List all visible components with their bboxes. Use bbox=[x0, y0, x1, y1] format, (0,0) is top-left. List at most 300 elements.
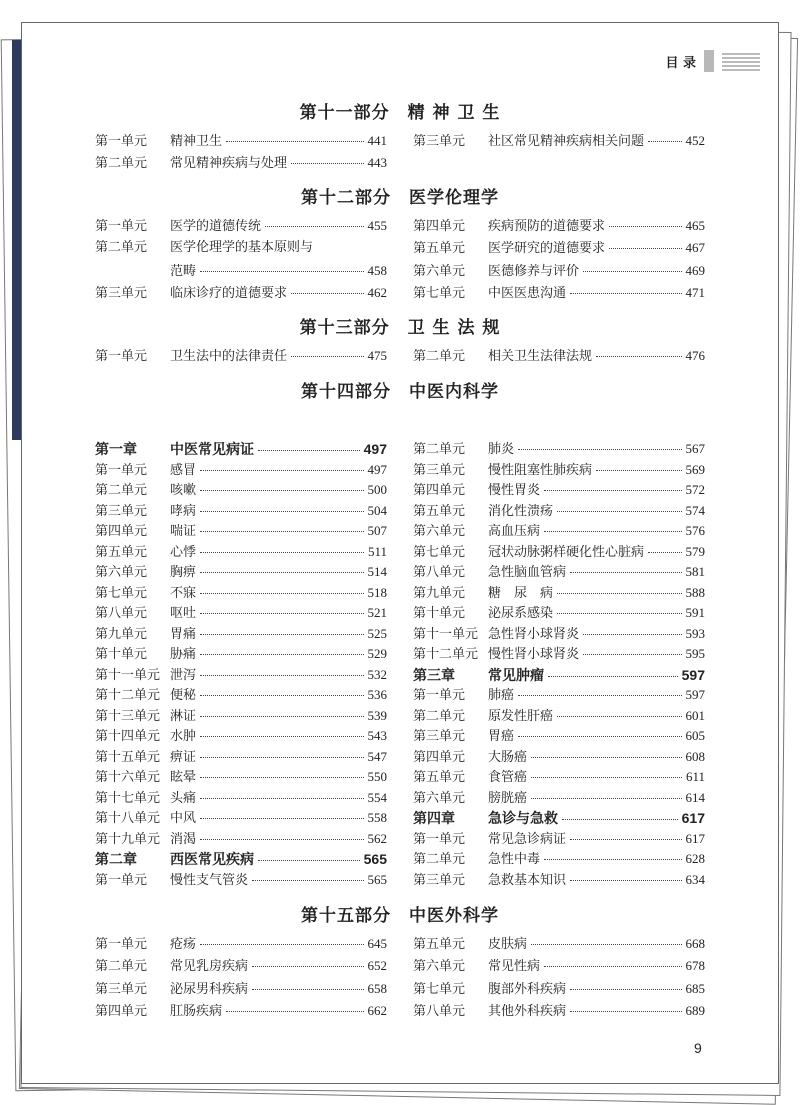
dot-leader bbox=[200, 798, 363, 799]
part-heading: 第十二部分 医学伦理学 bbox=[301, 188, 499, 208]
toc-entry[interactable] bbox=[95, 726, 387, 747]
toc-entry[interactable] bbox=[413, 644, 705, 665]
entry-page: 554 bbox=[367, 789, 387, 805]
toc-entry[interactable] bbox=[95, 583, 387, 604]
entry-label: 第四单元 bbox=[413, 749, 466, 765]
entry-title: 水肿 bbox=[170, 729, 197, 744]
entry-page: 569 bbox=[685, 461, 705, 477]
entry-label: 第一单元 bbox=[95, 937, 148, 952]
dot-leader bbox=[200, 736, 363, 737]
toc-entry[interactable] bbox=[95, 460, 387, 481]
entry-title: 慢性肾小球肾炎 bbox=[488, 647, 580, 662]
entry-title: 急性中毒 bbox=[488, 852, 541, 867]
toc-entry[interactable] bbox=[413, 956, 705, 978]
header-lines-decoration bbox=[722, 51, 760, 71]
toc-entry[interactable] bbox=[95, 624, 387, 645]
toc-entry[interactable] bbox=[413, 283, 705, 305]
entry-title: 喘证 bbox=[170, 524, 197, 539]
entry-page: 539 bbox=[367, 707, 387, 723]
dot-leader bbox=[200, 271, 363, 272]
toc-entry[interactable] bbox=[95, 767, 387, 788]
toc-entry[interactable] bbox=[95, 870, 387, 891]
entry-label: 第二单元 bbox=[95, 483, 148, 498]
entry-page: 581 bbox=[685, 564, 705, 579]
entry-label: 第六单元 bbox=[413, 524, 466, 539]
entry-title: 常见急诊病证 bbox=[488, 831, 567, 847]
entry-title: 慢性支气管炎 bbox=[170, 872, 249, 888]
dot-leader bbox=[557, 511, 681, 512]
entry-title: 高血压病 bbox=[488, 524, 541, 539]
dot-leader bbox=[531, 757, 681, 758]
dot-leader bbox=[226, 1011, 363, 1012]
entry-page: 658 bbox=[367, 980, 387, 996]
entry-page: 597 bbox=[681, 666, 705, 683]
entry-page: 572 bbox=[685, 482, 705, 497]
entry-page: 476 bbox=[685, 348, 705, 363]
entry-label: 第四单元 bbox=[95, 1003, 148, 1019]
entry-label: 第十二单元 bbox=[413, 647, 479, 662]
right-column bbox=[413, 216, 705, 305]
dot-leader bbox=[518, 736, 681, 737]
entry-page: 588 bbox=[685, 584, 705, 600]
entry-title: 慢性胃炎 bbox=[488, 483, 541, 498]
dot-leader bbox=[200, 654, 363, 655]
entry-title: 社区常见精神疾病相关问题 bbox=[488, 134, 645, 149]
entry-page: 462 bbox=[367, 284, 387, 300]
entry-title: 精神卫生 bbox=[170, 134, 223, 149]
dot-leader bbox=[200, 818, 363, 819]
entry-page: 597 bbox=[685, 687, 705, 702]
entry-page: 458 bbox=[367, 262, 387, 278]
entry-page: 529 bbox=[367, 646, 387, 661]
entry-label: 第十一单元 bbox=[413, 626, 479, 642]
entry-page: 536 bbox=[367, 687, 387, 702]
entry-page: 595 bbox=[685, 646, 705, 661]
entry-label: 第一单元 bbox=[95, 134, 148, 149]
toc-entry[interactable] bbox=[95, 706, 387, 727]
entry-page: 565 bbox=[363, 851, 387, 867]
entry-label: 第七单元 bbox=[413, 285, 466, 301]
entry-title: 肺炎 bbox=[488, 442, 515, 457]
toc-entry[interactable] bbox=[413, 829, 705, 850]
entry-label: 第二单元 bbox=[413, 852, 466, 867]
toc-entry[interactable] bbox=[95, 665, 387, 686]
entry-label: 第二单元 bbox=[95, 240, 148, 256]
toc-entry[interactable] bbox=[413, 624, 705, 645]
entry-page: 507 bbox=[367, 523, 387, 538]
toc-entry[interactable] bbox=[95, 521, 387, 542]
entry-page: 567 bbox=[685, 441, 705, 456]
entry-title: 疾病预防的道德要求 bbox=[488, 219, 606, 234]
entry-label: 第二章 bbox=[95, 852, 137, 868]
entry-title: 感冒 bbox=[170, 462, 197, 478]
dot-leader bbox=[200, 613, 363, 614]
entry-page: 617 bbox=[685, 830, 705, 846]
dot-leader bbox=[609, 226, 681, 227]
part-heading: 第十五部分 中医外科学 bbox=[301, 906, 499, 926]
entry-page: 574 bbox=[685, 502, 705, 518]
entry-label: 第一单元 bbox=[413, 688, 466, 703]
entry-label: 第四单元 bbox=[413, 219, 466, 234]
entry-title: 中医常见病证 bbox=[170, 442, 254, 458]
entry-page: 685 bbox=[685, 980, 705, 996]
toc-entry[interactable] bbox=[413, 706, 705, 727]
dot-leader bbox=[200, 490, 363, 491]
toc-entry[interactable] bbox=[413, 238, 705, 260]
entry-page: 518 bbox=[367, 584, 387, 600]
dot-leader bbox=[570, 293, 681, 294]
entry-page: 504 bbox=[367, 502, 387, 518]
entry-page: 511 bbox=[367, 543, 387, 559]
left-column bbox=[95, 346, 387, 368]
toc-entry[interactable] bbox=[95, 603, 387, 624]
toc-entry[interactable] bbox=[95, 238, 387, 260]
entry-label: 第十二单元 bbox=[95, 688, 161, 703]
dot-leader bbox=[200, 716, 363, 717]
entry-title: 咳嗽 bbox=[170, 483, 197, 498]
chapter-entry[interactable] bbox=[95, 439, 387, 460]
entry-label: 第三章 bbox=[413, 667, 455, 684]
entry-page: 471 bbox=[685, 284, 705, 300]
entry-title: 西医常见疾病 bbox=[170, 852, 254, 868]
entry-label: 第五单元 bbox=[413, 937, 466, 952]
toc-entry[interactable] bbox=[413, 521, 705, 542]
entry-label: 第三单元 bbox=[413, 462, 466, 478]
toc-entry[interactable] bbox=[95, 261, 387, 283]
entry-label: 第九单元 bbox=[413, 585, 466, 601]
dot-leader bbox=[200, 572, 363, 573]
dot-leader bbox=[596, 470, 681, 471]
entry-page: 611 bbox=[685, 769, 705, 784]
entry-label: 第一单元 bbox=[95, 462, 148, 478]
toc-entry[interactable] bbox=[95, 956, 387, 978]
entry-title: 胁痛 bbox=[170, 647, 197, 662]
entry-label: 第三单元 bbox=[95, 981, 148, 997]
entry-title: 卫生法中的法律责任 bbox=[170, 349, 288, 364]
entry-label: 第三单元 bbox=[413, 134, 466, 149]
dot-leader bbox=[557, 613, 681, 614]
chapter-entry[interactable] bbox=[413, 808, 705, 829]
entry-label: 第四单元 bbox=[413, 483, 466, 498]
dot-leader bbox=[291, 356, 363, 357]
entry-page: 525 bbox=[367, 625, 387, 641]
entry-title: 肛肠疾病 bbox=[170, 1003, 223, 1019]
entry-label: 第十单元 bbox=[95, 647, 148, 662]
part-entries bbox=[95, 934, 705, 1023]
toc-entry[interactable] bbox=[413, 480, 705, 501]
dot-leader bbox=[557, 593, 681, 594]
toc-entry[interactable] bbox=[413, 131, 705, 153]
entry-title: 急性脑血管病 bbox=[488, 565, 567, 580]
toc-entry[interactable] bbox=[95, 131, 387, 153]
entry-title: 淋证 bbox=[170, 708, 197, 724]
entry-page: 601 bbox=[685, 707, 705, 723]
toc-entry[interactable] bbox=[413, 726, 705, 747]
toc-entry[interactable] bbox=[95, 501, 387, 522]
entry-page: 608 bbox=[685, 748, 705, 764]
left-column bbox=[95, 216, 387, 305]
dot-leader bbox=[570, 839, 681, 840]
dot-leader bbox=[200, 593, 363, 594]
dot-leader bbox=[544, 531, 681, 532]
dot-leader bbox=[518, 449, 681, 450]
dot-leader bbox=[226, 141, 363, 142]
entry-label: 第十九单元 bbox=[95, 831, 161, 847]
entry-label: 第八单元 bbox=[413, 565, 466, 580]
dot-leader bbox=[562, 819, 678, 820]
entry-label: 第六单元 bbox=[413, 263, 466, 279]
dot-leader bbox=[583, 634, 681, 635]
entry-label: 第一单元 bbox=[95, 349, 148, 364]
entry-title: 急诊与急救 bbox=[488, 811, 558, 827]
entry-title: 消渴 bbox=[170, 831, 197, 847]
entry-page: 558 bbox=[367, 810, 387, 825]
entry-title: 哮病 bbox=[170, 503, 197, 519]
toc-entry[interactable] bbox=[95, 283, 387, 305]
toc-entry[interactable] bbox=[413, 1001, 705, 1023]
entry-page: 634 bbox=[685, 871, 705, 887]
dot-leader bbox=[200, 675, 363, 676]
entry-title: 医德修养与评价 bbox=[488, 263, 580, 279]
entry-label: 第五单元 bbox=[413, 770, 466, 785]
dot-leader bbox=[265, 226, 363, 227]
entry-title: 其他外科疾病 bbox=[488, 1003, 567, 1019]
entry-title: 眩晕 bbox=[170, 770, 197, 785]
entry-title: 胃痛 bbox=[170, 626, 197, 642]
entry-title: 医学伦理学的基本原则与 bbox=[170, 240, 314, 256]
entry-label: 第十八单元 bbox=[95, 811, 161, 826]
right-column bbox=[413, 131, 705, 176]
left-column bbox=[95, 131, 387, 176]
toc-entry[interactable] bbox=[95, 562, 387, 583]
part-heading: 第十一部分 精 神 卫 生 bbox=[299, 103, 501, 123]
toc-entry[interactable] bbox=[413, 216, 705, 238]
entry-page: 593 bbox=[685, 625, 705, 641]
dot-leader bbox=[570, 1011, 681, 1012]
entry-page: 467 bbox=[685, 240, 705, 256]
entry-label: 第十单元 bbox=[413, 606, 466, 621]
dot-leader bbox=[200, 634, 363, 635]
toc-entry[interactable] bbox=[95, 542, 387, 563]
toc-entry[interactable] bbox=[413, 346, 705, 368]
toc-entry[interactable] bbox=[95, 979, 387, 1001]
entry-page: 652 bbox=[367, 958, 387, 974]
dot-leader bbox=[531, 777, 682, 778]
entry-page: 441 bbox=[367, 133, 387, 148]
toc-entry[interactable] bbox=[413, 934, 705, 956]
dot-leader bbox=[200, 511, 363, 512]
entry-label: 第七单元 bbox=[413, 981, 466, 997]
right-column bbox=[413, 346, 705, 368]
part-entries bbox=[95, 216, 705, 305]
entry-page: 617 bbox=[681, 810, 705, 826]
entry-page: 579 bbox=[685, 543, 705, 559]
toc-entry[interactable] bbox=[95, 346, 387, 368]
dot-leader bbox=[596, 356, 681, 357]
entry-label: 第十一单元 bbox=[95, 667, 161, 683]
toc-entry[interactable] bbox=[95, 934, 387, 956]
entry-label: 第一单元 bbox=[95, 219, 148, 234]
entry-title: 泌尿男科疾病 bbox=[170, 981, 249, 997]
entry-label: 第三单元 bbox=[95, 285, 148, 301]
toc-entry[interactable] bbox=[413, 439, 705, 460]
entry-page: 614 bbox=[685, 789, 705, 805]
dot-leader bbox=[609, 248, 681, 249]
entry-label: 第十五单元 bbox=[95, 749, 161, 765]
entry-page: 550 bbox=[367, 769, 387, 784]
running-header bbox=[665, 50, 760, 72]
entry-page: 591 bbox=[685, 605, 705, 620]
entry-title: 腹部外科疾病 bbox=[488, 981, 567, 997]
toc-entry[interactable] bbox=[413, 562, 705, 583]
entry-title: 原发性肝癌 bbox=[488, 708, 554, 724]
dot-leader bbox=[252, 966, 363, 967]
entry-page: 576 bbox=[685, 523, 705, 538]
dot-leader bbox=[583, 271, 681, 272]
page-number: 9 bbox=[694, 1040, 702, 1056]
entry-label: 第一单元 bbox=[95, 872, 148, 888]
entry-title: 肺癌 bbox=[488, 688, 515, 703]
dot-leader bbox=[544, 490, 681, 491]
entry-page: 521 bbox=[367, 605, 387, 620]
toc-entry[interactable] bbox=[95, 480, 387, 501]
dot-leader bbox=[291, 163, 363, 164]
toc-entry[interactable] bbox=[95, 808, 387, 829]
toc-entry[interactable] bbox=[413, 261, 705, 283]
toc-entry[interactable] bbox=[95, 685, 387, 706]
entry-page: 500 bbox=[367, 482, 387, 497]
entry-title: 心悸 bbox=[170, 544, 197, 560]
entry-title: 常见精神疾病与处理 bbox=[170, 156, 288, 172]
entry-page: 452 bbox=[685, 133, 705, 148]
toc-entry[interactable] bbox=[413, 685, 705, 706]
entry-title: 冠状动脉粥样硬化性心脏病 bbox=[488, 544, 645, 560]
toc-entry[interactable] bbox=[413, 788, 705, 809]
entry-label: 第四单元 bbox=[95, 524, 148, 539]
dot-leader bbox=[252, 880, 363, 881]
dot-leader bbox=[648, 552, 681, 553]
toc-entry[interactable] bbox=[413, 767, 705, 788]
dot-leader bbox=[570, 989, 681, 990]
entry-title: 痹证 bbox=[170, 749, 197, 765]
right-column bbox=[413, 439, 705, 890]
toc-entry[interactable] bbox=[413, 542, 705, 563]
entry-label: 第八单元 bbox=[95, 606, 148, 621]
part-heading: 第十三部分 卫 生 法 规 bbox=[299, 318, 501, 338]
entry-page: 475 bbox=[367, 348, 387, 363]
entry-title: 膀胱癌 bbox=[488, 790, 528, 806]
toc-entry[interactable] bbox=[413, 849, 705, 870]
entry-label: 第一单元 bbox=[413, 831, 466, 847]
entry-page: 645 bbox=[367, 936, 387, 951]
entry-title: 相关卫生法律法规 bbox=[488, 349, 593, 364]
chapter-entry[interactable] bbox=[413, 665, 705, 686]
entry-title: 常见性病 bbox=[488, 959, 541, 975]
entry-label: 第六单元 bbox=[413, 790, 466, 806]
toc-entry[interactable] bbox=[413, 979, 705, 1001]
dot-leader bbox=[570, 880, 681, 881]
toc-entry[interactable] bbox=[413, 460, 705, 481]
dot-leader bbox=[200, 944, 363, 945]
entry-label: 第五单元 bbox=[95, 544, 148, 560]
entry-page: 565 bbox=[367, 871, 387, 887]
entry-label: 第五单元 bbox=[413, 241, 466, 257]
entry-title: 皮肤病 bbox=[488, 937, 528, 952]
entry-page: 497 bbox=[367, 461, 387, 477]
entry-label: 第九单元 bbox=[95, 626, 148, 642]
entry-label: 第十六单元 bbox=[95, 770, 161, 785]
chapter-entry[interactable] bbox=[95, 849, 387, 870]
dot-leader bbox=[200, 552, 364, 553]
entry-title: 胃癌 bbox=[488, 729, 515, 744]
toc-entry[interactable] bbox=[413, 583, 705, 604]
entry-label: 第四章 bbox=[413, 811, 455, 827]
toc-entry[interactable] bbox=[95, 644, 387, 665]
entry-title: 临床诊疗的道德要求 bbox=[170, 285, 288, 301]
entry-label: 第三单元 bbox=[413, 872, 466, 888]
dot-leader bbox=[548, 676, 678, 677]
entry-label: 第三单元 bbox=[95, 503, 148, 519]
part-heading: 第十四部分 中医内科学 bbox=[301, 382, 499, 402]
header-bar-decoration bbox=[704, 50, 714, 72]
toc-entry[interactable] bbox=[413, 747, 705, 768]
entry-label: 第二单元 bbox=[413, 442, 466, 457]
entry-title: 食管癌 bbox=[488, 770, 528, 785]
toc-entry[interactable] bbox=[95, 153, 387, 175]
dot-leader bbox=[648, 141, 681, 142]
entry-label: 第二单元 bbox=[413, 708, 466, 724]
entry-page: 514 bbox=[367, 564, 387, 579]
dot-leader bbox=[258, 450, 360, 451]
entry-page: 678 bbox=[685, 958, 705, 974]
dot-leader bbox=[200, 777, 363, 778]
dot-leader bbox=[531, 944, 681, 945]
dot-leader bbox=[518, 695, 681, 696]
toc-entry[interactable] bbox=[95, 747, 387, 768]
entry-page: 532 bbox=[367, 666, 387, 682]
dot-leader bbox=[200, 757, 363, 758]
entry-page: 562 bbox=[367, 830, 387, 846]
dot-leader bbox=[544, 966, 681, 967]
toc-entry[interactable] bbox=[413, 501, 705, 522]
entry-title: 医学研究的道德要求 bbox=[488, 241, 606, 257]
dot-leader bbox=[258, 860, 360, 861]
entry-page: 668 bbox=[685, 936, 705, 951]
dot-leader bbox=[583, 654, 681, 655]
dot-leader bbox=[531, 798, 681, 799]
toc-entry[interactable] bbox=[95, 829, 387, 850]
dot-leader bbox=[200, 470, 363, 471]
entry-label: 第七单元 bbox=[413, 544, 466, 560]
entry-label: 第二单元 bbox=[95, 959, 148, 975]
toc-entry[interactable] bbox=[95, 1001, 387, 1023]
toc-entry[interactable] bbox=[95, 216, 387, 238]
entry-page: 605 bbox=[685, 728, 705, 743]
entry-title: 大肠癌 bbox=[488, 749, 528, 765]
entry-page: 455 bbox=[367, 218, 387, 233]
dot-leader bbox=[291, 293, 363, 294]
entry-title: 急救基本知识 bbox=[488, 872, 567, 888]
toc-entry[interactable] bbox=[413, 603, 705, 624]
left-column bbox=[95, 439, 387, 890]
dot-leader bbox=[544, 859, 681, 860]
entry-page: 689 bbox=[685, 1002, 705, 1018]
dot-leader bbox=[200, 695, 363, 696]
part-entries bbox=[95, 439, 705, 890]
entry-title: 常见肿瘤 bbox=[488, 667, 544, 684]
toc-entry[interactable] bbox=[413, 870, 705, 891]
toc-entry[interactable] bbox=[95, 788, 387, 809]
